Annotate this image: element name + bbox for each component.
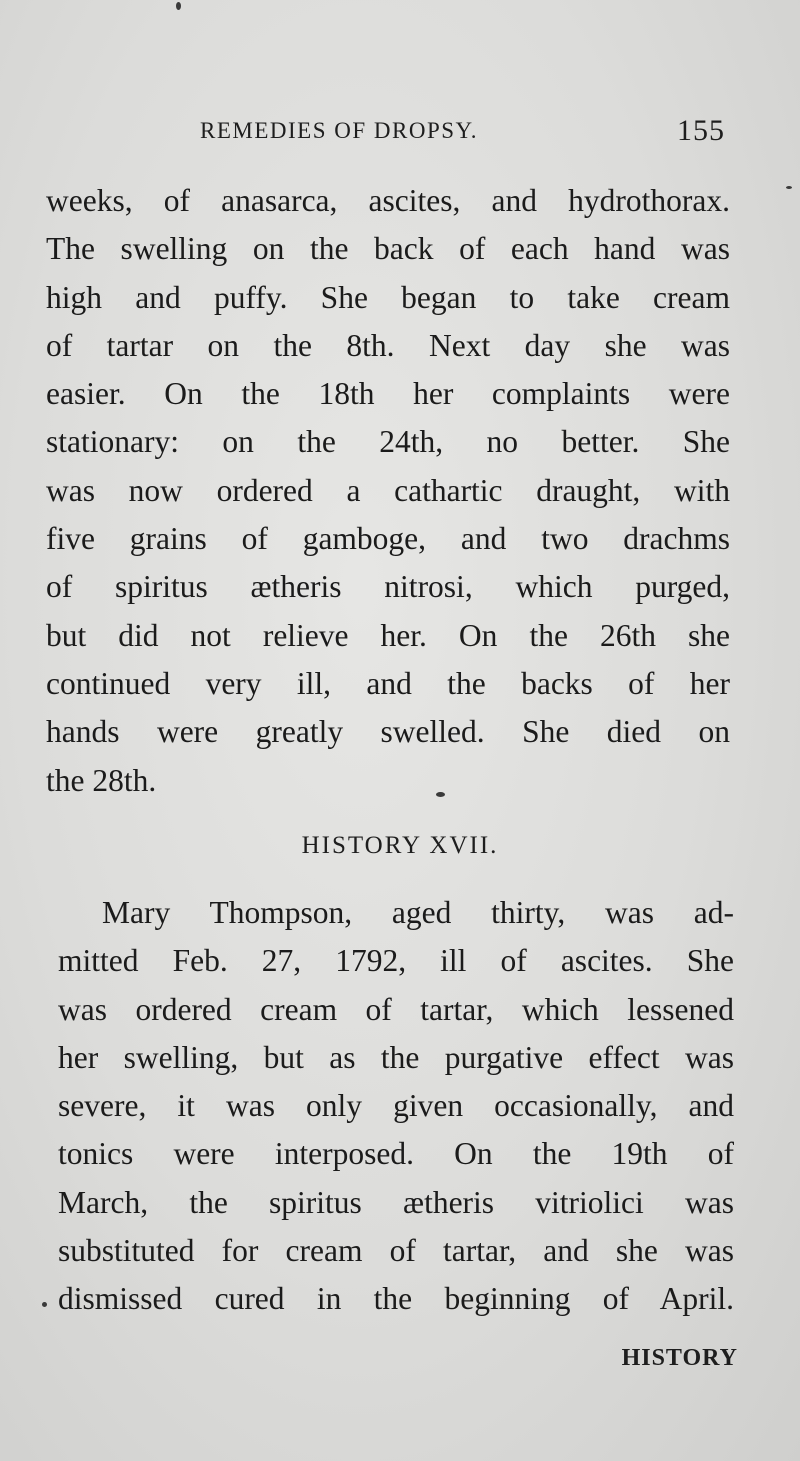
text-line: her swelling, but as the purgative effect was <box>58 1039 734 1075</box>
text-line: was ordered cream of tartar, which lessened <box>58 991 734 1027</box>
section-heading: HISTORY XVII. <box>301 832 499 859</box>
text-line: tonics were interposed. On the 19th of <box>58 1136 734 1172</box>
text-line: stationary: on the 24th, no better. She <box>46 424 730 460</box>
text-line: severe, it was only given occasionally, and <box>58 1088 734 1124</box>
text-line: mitted Feb. 27, 1792, ill of ascites. She <box>58 943 734 979</box>
text-line: continued very ill, and the backs of her <box>46 665 730 701</box>
text-line: of tartar on the 8th. Next day she was <box>46 327 730 363</box>
text-line: high and puffy. She began to take cream <box>46 279 730 315</box>
paragraph-history-xvii <box>58 889 734 1324</box>
running-title: REMEDIES OF DROPSY. <box>200 118 478 143</box>
text-line: March, the spiritus ætheris vitriolici was <box>58 1184 734 1220</box>
text-line: of spiritus ætheris nitrosi, which purged, <box>46 569 730 605</box>
text-line: hands were greatly swelled. She died on <box>46 714 730 750</box>
text-line: Mary Thompson, aged thirty, was ad- <box>102 895 734 930</box>
ink-speck <box>176 2 181 10</box>
page-number: 155 <box>677 114 725 147</box>
ink-speck <box>42 1302 47 1307</box>
text-line: easier. On the 18th her complaints were <box>46 376 730 412</box>
text-line: five grains of gamboge, and two drachms <box>46 521 730 557</box>
text-line: dismissed cured in the beginning of April. <box>58 1281 734 1317</box>
text-line: but did not relieve her. On the 26th she <box>46 617 730 653</box>
text-line: weeks, of anasarca, ascites, and hydrothorax. <box>46 183 730 218</box>
text-line: was now ordered a cathartic draught, with <box>46 472 730 508</box>
text-line: the 28th. <box>46 762 157 798</box>
text-line: substituted for cream of tartar, and she was <box>58 1233 734 1269</box>
paragraph-continued <box>46 177 730 805</box>
text-line: The swelling on the back of each hand was <box>46 231 730 267</box>
ink-speck <box>786 186 792 189</box>
catchword: HISTORY <box>621 1345 738 1371</box>
running-head <box>200 114 725 152</box>
